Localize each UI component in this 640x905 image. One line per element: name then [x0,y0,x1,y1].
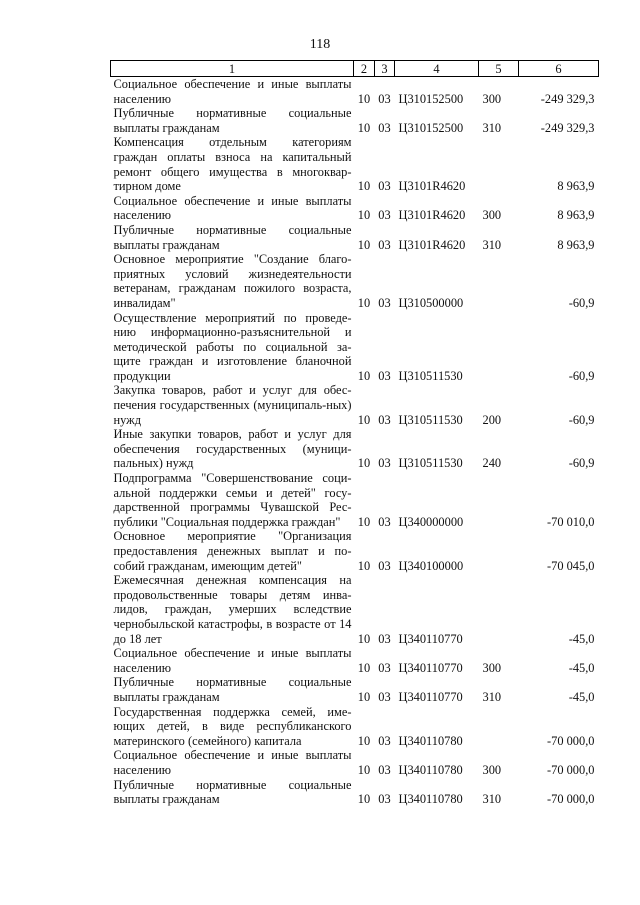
row-name: Основное мероприятие "Организация предоставления денежных выплат и по-собий гражданам, имеющим детей" [113,529,352,573]
row-code: Ц340110780 [398,792,463,807]
row-code: Ц340110770 [398,660,463,675]
row-expense-type [479,471,519,529]
row-section: 10 [357,120,371,135]
row-name: Социальное обеспечение и иные выплаты населению [113,646,352,675]
row-sum: -249 329,3 [540,120,595,135]
row-sum: -70 010,0 [547,514,595,529]
row-code: Ц310500000 [398,295,464,310]
row-code: Ц340110770 [398,631,463,646]
row-code: Ц310511530 [398,368,463,383]
row-subsection: 03 [378,368,391,383]
table-row [111,77,599,107]
row-name: Подпрограмма "Совершенствование соци-альной поддержки семьи и детей" госу-дарственной программы Чувашской Рес-публики "Социальная поддержка граждан" [113,471,352,529]
row-subsection: 03 [378,762,391,777]
row-expense-type: 310 [482,237,502,252]
row-section: 10 [357,368,371,383]
row-section: 10 [357,762,371,777]
row-section: 10 [357,412,371,427]
row-section: 10 [357,558,371,573]
row-subsection: 03 [378,792,391,807]
row-subsection: 03 [378,120,391,135]
row-sum: 8 963,9 [557,208,595,223]
table-row [111,675,599,704]
column-header-subsection: 3 [375,61,395,77]
row-name: Основное мероприятие "Создание благо-приятных условий жизнедеятельности ветеранам, гражданам пожилого возраста, инвалидам" [113,252,352,310]
column-header-section: 2 [354,61,375,77]
row-code: Ц340110780 [398,762,463,777]
table-row [111,194,599,223]
row-name: Социальное обеспечение и иные выплаты населению [113,748,352,777]
row-expense-type [479,573,519,646]
row-code: Ц310152500 [398,91,464,106]
row-sum: -60,9 [568,368,595,383]
row-section: 10 [357,456,371,471]
row-expense-type: 300 [482,762,502,777]
table-row [111,311,599,384]
row-code: Ц340100000 [398,558,464,573]
table-row [111,573,599,646]
row-expense-type [479,705,519,749]
row-section: 10 [357,733,371,748]
row-expense-type: 310 [482,792,502,807]
table-row [111,223,599,252]
table-row [111,748,599,777]
row-section: 10 [357,91,371,106]
row-expense-type: 240 [482,456,502,471]
row-section: 10 [357,689,371,704]
row-sum: -45,0 [568,660,595,675]
row-name: Государственная поддержка семей, име-ющих детей, в виде республиканского материнского (семейного) капитала [113,704,352,748]
row-name: Компенсация отдельным категориям граждан оплаты взноса на капитальный ремонт общего имущества в многоквар-тирном доме [113,135,352,194]
row-sum: -70 000,0 [547,733,595,748]
row-section: 10 [357,514,371,529]
table-header-row [111,61,599,77]
row-section: 10 [357,631,371,646]
row-name: Осуществление мероприятий по проведе-нию информационно-разъяснительной и методической работы по социальной за-щите граждан и изготовление бланочной продукции [113,310,352,383]
row-sum: -249 329,3 [540,91,595,106]
row-name: Публичные нормативные социальные выплаты гражданам [113,106,352,135]
column-header-name: 1 [111,61,354,77]
row-name: Иные закупки товаров, работ и услуг для обеспечения государственных (муници-пальных) нужд [113,427,352,471]
row-sum: -45,0 [568,689,595,704]
row-section: 10 [357,208,371,223]
row-section: 10 [357,179,371,194]
row-subsection: 03 [378,660,391,675]
row-sum: -70 000,0 [547,762,595,777]
row-expense-type: 300 [482,660,502,675]
row-subsection: 03 [378,237,391,252]
table-body [111,77,599,807]
row-sum: -45,0 [568,631,595,646]
row-subsection: 03 [378,514,391,529]
column-header-expense-type: 5 [479,61,519,77]
row-subsection: 03 [378,631,391,646]
column-header-sum: 6 [519,61,599,77]
table-row [111,529,599,573]
table-row [111,646,599,675]
row-subsection: 03 [378,456,391,471]
row-expense-type: 300 [482,208,502,223]
row-sum: -70 045,0 [547,558,595,573]
row-code: Ц310511530 [398,456,463,471]
row-code: Ц340000000 [398,514,464,529]
table-row [111,427,599,471]
row-name: Ежемесячная денежная компенсация на продовольственные товары детям инва-лидов, граждан, умерших вследствие чернобыльской катастрофы, в возрасте от 14 до 18 лет [113,573,352,646]
row-expense-type: 200 [482,412,502,427]
row-sum: -70 000,0 [547,792,595,807]
row-code: Ц310511530 [398,412,463,427]
row-expense-type: 310 [482,120,502,135]
row-subsection: 03 [378,558,391,573]
row-subsection: 03 [378,208,391,223]
row-subsection: 03 [378,412,391,427]
table-row [111,135,599,193]
row-subsection: 03 [378,91,391,106]
row-subsection: 03 [378,689,391,704]
row-subsection: 03 [378,733,391,748]
table-row [111,106,599,135]
row-sum: 8 963,9 [557,237,595,252]
table-row [111,778,599,807]
row-name: Публичные нормативные социальные выплаты гражданам [113,222,352,252]
row-name: Публичные нормативные социальные выплаты гражданам [113,675,352,704]
row-code: Ц3101R4620 [398,237,466,252]
row-name: Социальное обеспечение и иные выплаты населению [113,77,352,106]
row-code: Ц3101R4620 [398,208,466,223]
table-row [111,252,599,310]
table-row [111,471,599,529]
row-code: Ц340110770 [398,689,463,704]
row-section: 10 [357,792,371,807]
table-row [111,383,599,427]
row-sum: -60,9 [568,412,595,427]
row-sum: 8 963,9 [557,179,595,194]
row-section: 10 [357,295,371,310]
row-sum: -60,9 [568,295,595,310]
column-header-code: 4 [395,61,479,77]
row-expense-type [479,252,519,310]
row-expense-type [479,529,519,573]
row-expense-type: 310 [482,689,502,704]
row-code: Ц310152500 [398,120,464,135]
row-name: Закупка товаров, работ и услуг для обес-печения государственных (муниципаль-ных) нужд [113,383,352,427]
row-expense-type [479,311,519,384]
row-name: Публичные нормативные социальные выплаты гражданам [113,777,352,807]
row-code: Ц340110780 [398,733,463,748]
row-subsection: 03 [378,295,391,310]
row-section: 10 [357,660,371,675]
row-name: Социальное обеспечение и иные выплаты населению [113,193,352,223]
row-expense-type: 300 [482,91,502,106]
row-subsection: 03 [378,179,391,194]
budget-table [110,60,599,807]
row-section: 10 [357,237,371,252]
page-number: 118 [309,37,331,52]
row-code: Ц3101R4620 [398,179,466,194]
row-expense-type [479,135,519,193]
table-row [111,705,599,749]
row-sum: -60,9 [568,456,595,471]
